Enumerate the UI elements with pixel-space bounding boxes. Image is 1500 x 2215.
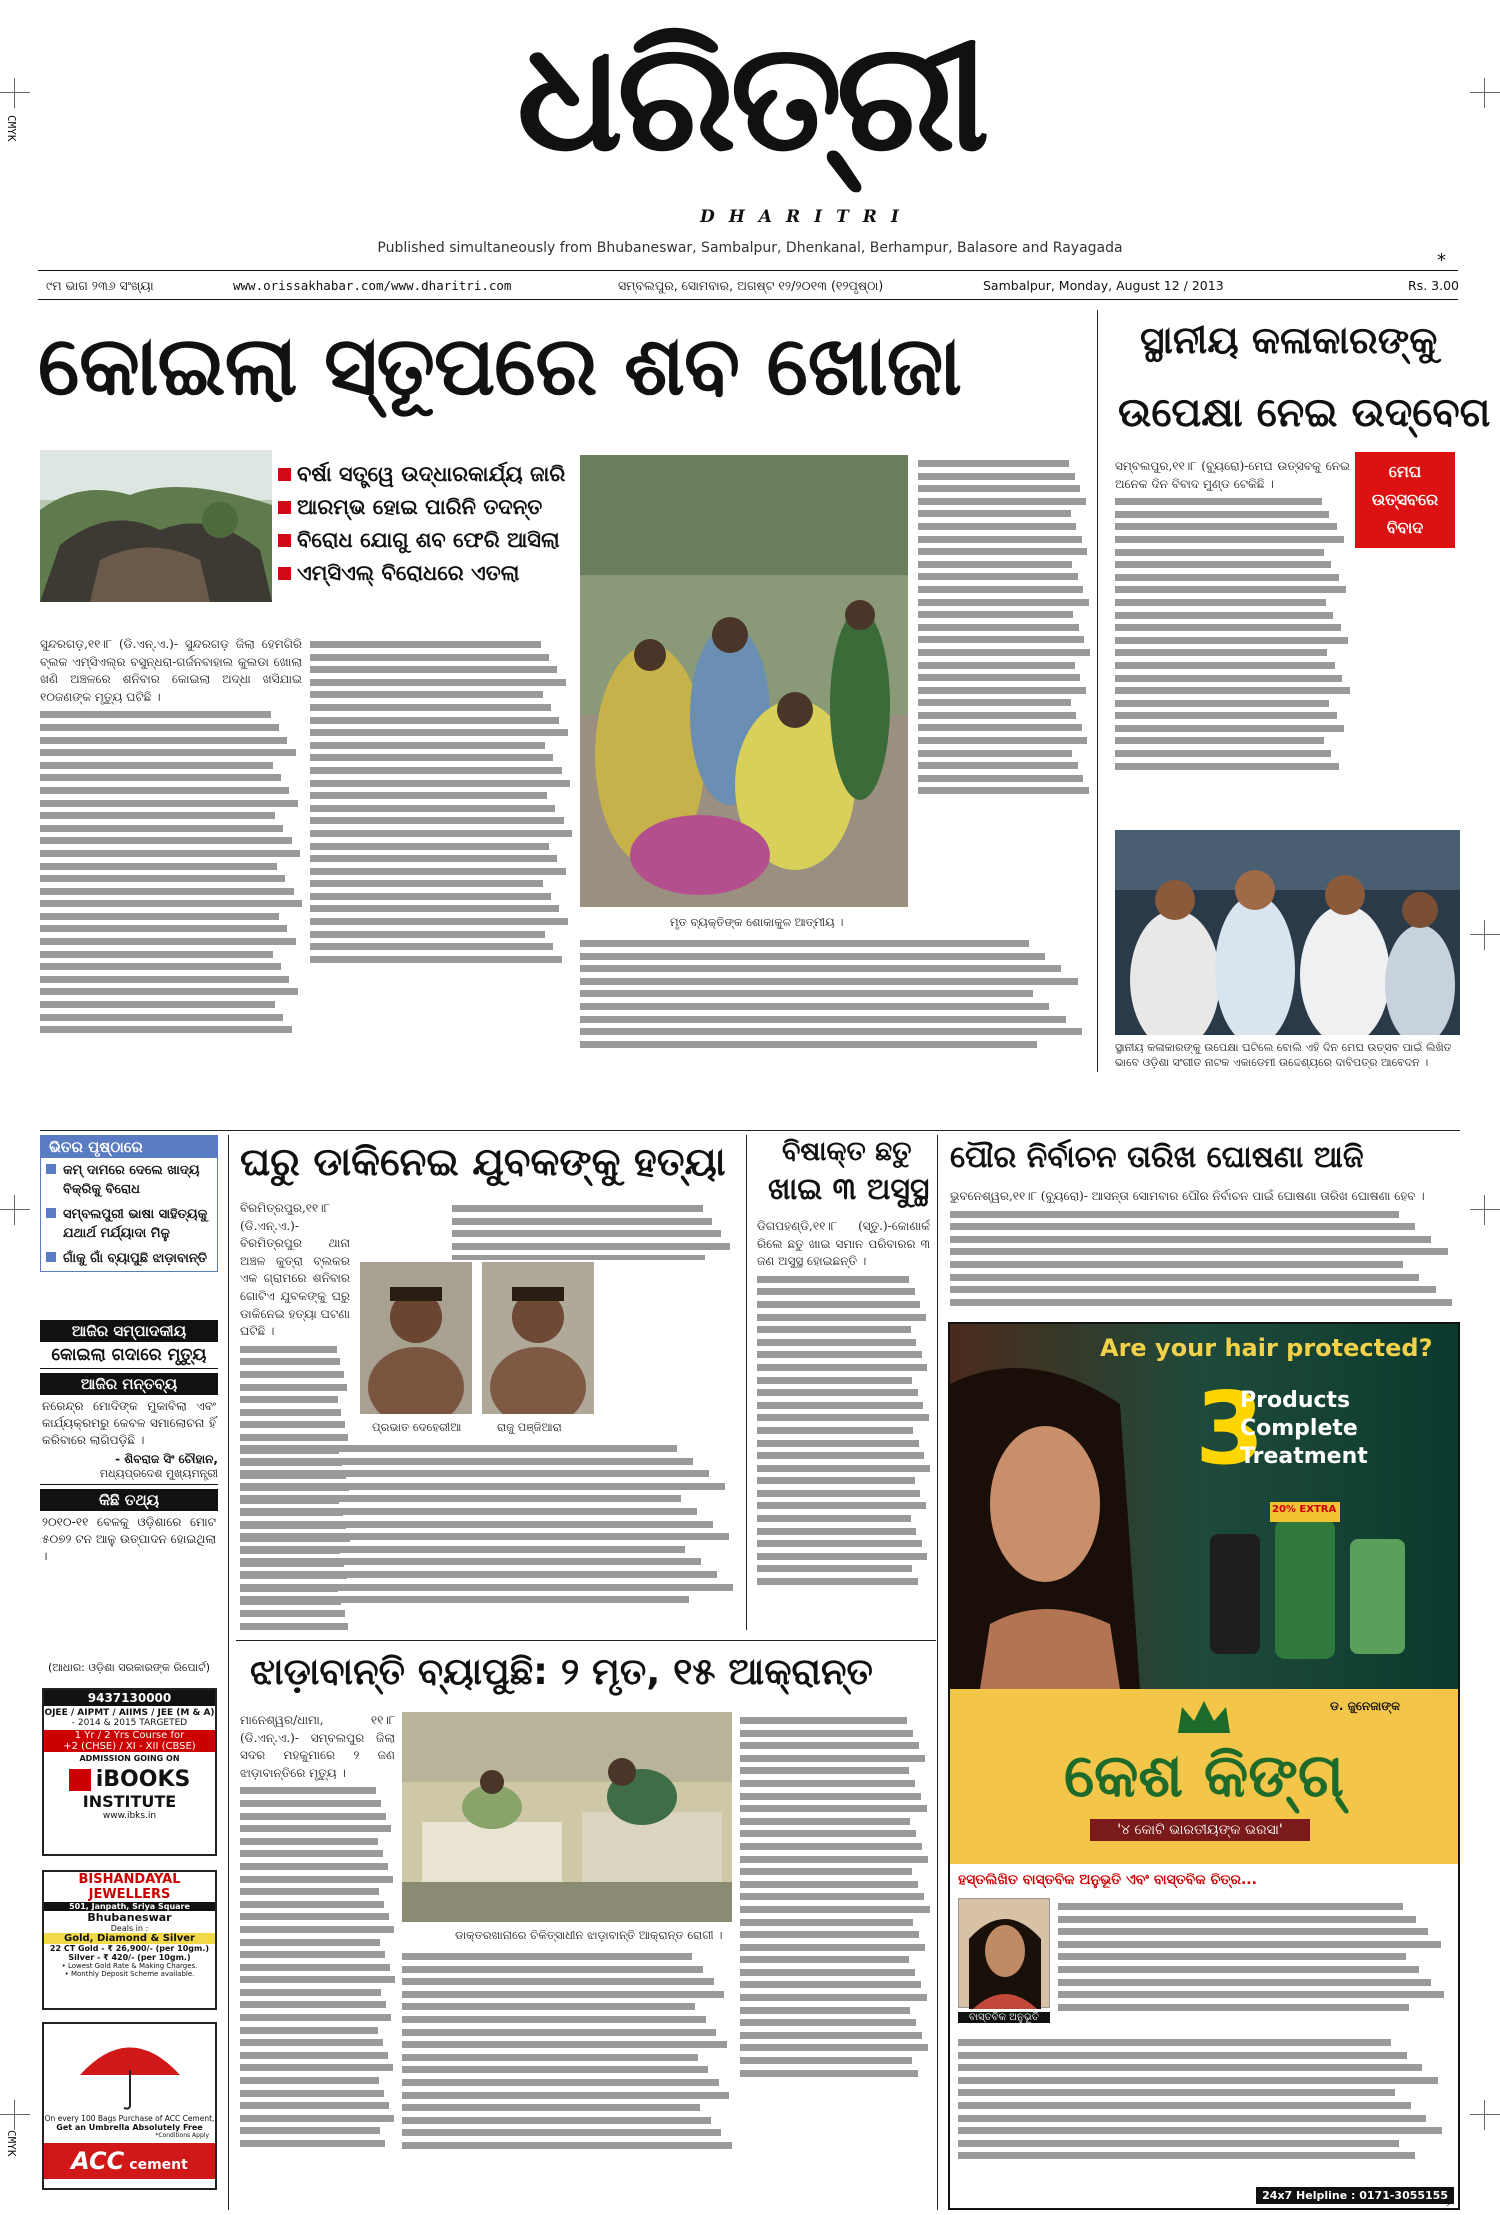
coal-site-photo (40, 450, 272, 602)
ibooks-phone: 9437130000 (44, 1690, 215, 1706)
inside-pages-heading: ଭିତର ପୃଷ୍ଠାରେ (41, 1136, 217, 1158)
text-lines (757, 1276, 930, 1585)
artist-tag-box: ମେଘ ଉତ୍ସବରେ ବିବାଦ (1355, 452, 1455, 548)
artist-photo (1115, 830, 1460, 1035)
text-lines (310, 641, 572, 963)
text-lines (950, 1211, 1460, 1310)
murder-body-col1: ବିରମିତ୍ରପୁର,୧୧।୮ (ଡି.ଏନ୍.ଏ.)- ବିରମିତ୍ରପୁର ଥାନା ଅଞ୍ଚଳ କୁତ୍ରା ବ୍ଲକର ଏକ ଗ୍ରାମରେ ଶନିବାର ଗୋଟିଏ ଯୁବକଙ୍କୁ ଘରୁ ଡାକିନେଇ ହତ୍ୟା ଘଟଣା ଘଟିଛି । (240, 1200, 350, 1635)
extra-badge: 20% EXTRA (1272, 1504, 1337, 1515)
testimonial-photo-label: ବାସ୍ତବିକ ଅନୁଭୂତି (958, 2012, 1050, 2023)
diarrhoea-headline: ଝାଡ଼ାବାନ୍ତି ବ୍ୟାପୁଛି: ୨ ମୃତ, ୧୫ ଆକ୍ରାନ୍ତ (250, 1650, 873, 1693)
text-lines (40, 711, 302, 1033)
column-rule (746, 1135, 747, 1630)
logo-latin: DHARITRI (700, 207, 913, 227)
ibooks-logo: iBOOKS (44, 1767, 215, 1792)
jewellers-items: Gold, Diamond & Silver (44, 1933, 215, 1944)
section-rule (40, 1130, 1460, 1131)
text-lines (452, 1205, 737, 1260)
text-lines (918, 460, 1090, 794)
text-lines (580, 940, 1090, 1048)
text-lines (240, 1787, 395, 2147)
dateline-bar (38, 270, 1458, 300)
ibooks-ad[interactable] (42, 1688, 217, 1856)
mushroom-headline-line1: ବିଷାକ୍ତ ଛତୁ (782, 1136, 912, 1167)
star-mark: * (1437, 250, 1446, 271)
jewellers-address: 501, Janpath, Sriya Square (44, 1902, 215, 1911)
kesh-king-helpline: 24x7 Helpline : 0171-3055155 (1256, 2187, 1454, 2204)
registration-mark-top-right (1470, 78, 1500, 108)
lead-body-col1: ସୁନ୍ଦରଗଡ଼,୧୧।୮ (ଡି.ଏନ୍.ଏ.)- ସୁନ୍ଦରଗଡ଼ ଜିଲା ହେମଗିରି ବ୍ଲକ ଏମ୍‌ସିଏଲ୍‌ର ବସୁନ୍ଧରା-ଗର୍ଜନବାହାଲ କୁଲଡା ଖୋଲା ଖଣି ଅଞ୍ଚଳରେ ଶନିବାର କୋଇଲା ଅଦ୍ଧା ଖସିଯାଇ ୧୦ଜଣଙ୍କ ମୃତ୍ୟୁ ଘଟିଛି । (40, 636, 302, 1068)
text-lines (402, 1953, 732, 2149)
mourners-photo (580, 455, 908, 907)
facts-text: ୨୦୧୦-୧୧ ବେଳକୁ ଓଡ଼ିଶାରେ ମୋଟ ୫୦୭୨ ଟନ ଆଳୁ ଉତ୍ପାଦନ ହୋଇଥିଲା । (42, 1515, 216, 1563)
registration-mark-mid-left (0, 1195, 30, 1225)
sidebar-editorial (40, 1320, 218, 1675)
murder-body-col2 (452, 1200, 737, 1260)
artist-caption: ସ୍ଥାନୀୟ କଳାକାରଙ୍କୁ ଉପେକ୍ଷା ଘଟିଲେ ବୋଲି ଏହି ଦିନ ମେଘ ଉତ୍ସବ ପାଇଁ ଲିଖିତ ଭାବେ ଓଡ଼ିଶା ସଂଗୀତ ନାଟକ ଏକାଡେମୀ ଉଦ୍ଦେଶ୍ୟରେ ଦାବିପତ୍ର ଆବେଦନ । (1115, 1041, 1452, 1069)
diarrhoea-body-col2 (740, 1712, 930, 2202)
ibooks-line: 1 Yr / 2 Yrs Course for (44, 1730, 215, 1741)
kesh-king-top (950, 1324, 1458, 1689)
jewellers-ad[interactable] (42, 1870, 217, 2010)
editorial-title[interactable]: କୋଇଲା ଗଦାରେ ମୃତ୍ୟୁ (40, 1342, 218, 1369)
comment-role: ମଧ୍ୟପ୍ରଦେଶ ମୁଖ୍ୟମନ୍ତ୍ରୀ (40, 1467, 218, 1485)
text-lines (240, 1445, 737, 1603)
lead-body-col3 (918, 455, 1090, 907)
diarrhoea-body-col1: ମାନେଶ୍ୱର/ଧାମା, ୧୧।୮ (ଡି.ଏନ୍.ଏ.)- ସମ୍ବଲପୁର ଜିଲା ସଦର ମହକୁମାରେ ୨ ଜଣ ଝାଡ଼ାବାନ୍ତିରେ ମୃତ୍ୟୁ । (240, 1712, 395, 2202)
products-num: 3 (1195, 1370, 1265, 1487)
jewellers-note: • Lowest Gold Rate & Making Charges. (61, 1962, 198, 1970)
murder-victim-photo-left (360, 1262, 472, 1414)
lead-body-col4 (580, 935, 1090, 1068)
kesh-king-brand-strip (950, 1689, 1458, 1864)
volume-number: ୯ମ ଭାଗ ୨୩୬ ସଂଖ୍ୟା (46, 278, 154, 293)
ibooks-line: OJEE / AIPMT / AIIMS / JEE (M & A) (44, 1708, 215, 1718)
products-line: Treatment (1240, 1444, 1368, 1469)
registration-mark-bottom-left (0, 2100, 30, 2130)
lead-bullet: ଏମ୍‌ସିଏଲ୍ ବିରୋଧରେ ଏତଲା (278, 561, 565, 586)
text-lines (740, 1717, 930, 2077)
page-number: ୨ (1445, 2195, 1452, 2210)
registration-mark-mid-right (1470, 1195, 1500, 1225)
kesh-king-tagline: '୪ କୋଟି ଭାରତୀୟଙ୍କ ଭରସା' (1090, 1819, 1310, 1841)
mourners-caption: ମୃତ ବ୍ୟକ୍ତିଙ୍କ ଶୋକାକୁଳ ଆତ୍ମୀୟ । (670, 915, 844, 929)
inside-item[interactable]: ଗାଁକୁ ଗାଁ ବ୍ୟାପୁଛି ଝାଡ଼ାବାନ୍ତି (41, 1246, 217, 1271)
hair-question: Are your hair protected? (1100, 1334, 1433, 1362)
hospital-caption: ଡାକ୍ତରଖାନାରେ ଚିକିତ୍ସାଧୀନ ଝାଡ଼ାବାନ୍ତି ଆକ୍ରାନ୍ତ ରୋଗୀ । (455, 1928, 723, 1942)
mushroom-body: ଡିଗପହଣ୍ଡି,୧୧।୮ (ସ୍ତୁ.)-କୋଣାର୍କ ରିଲେ ଛତୁ ଖାଇ ସମାନ ପରିବାରର ୩ ଜଣ ଅସୁସ୍ଥ ହୋଇଛନ୍ତି । (757, 1218, 930, 1633)
ibooks-line: ADMISSION GOING ON (79, 1754, 180, 1763)
editorial-heading: ଆଜିର ସମ୍ପାଦକୀୟ (40, 1320, 218, 1342)
registration-mark-bottom-right (1470, 2100, 1500, 2130)
jewellers-deals: Deals in : (110, 1924, 149, 1933)
price: Rs. 3.00 (1408, 278, 1459, 293)
masthead-logo (515, 9, 985, 227)
jewellers-name: BISHANDAYAL (78, 1872, 181, 1887)
products-line: Complete (1240, 1416, 1358, 1441)
artist-body: ସମ୍ବଲପୁର,୧୧।୮ (ବ୍ୟୁରୋ)-ମେଘ ଉତ୍ସବକୁ ନେଇ ଅନେକ ଦିନ ବିବାଦ ମୁଣ୍ଡ ଟେକିଛି । (1115, 458, 1350, 823)
testimonial-text (1058, 1898, 1450, 2028)
website-link[interactable]: www.orissakhabar.com/www.dharitri.com (233, 278, 512, 293)
text-lines (1115, 498, 1350, 769)
jewellers-gold-rate: 22 CT Gold - ₹ 26,900/- (per 10gm.) (49, 1944, 210, 1953)
ibooks-url: www.ibks.in (102, 1811, 157, 1821)
murder-victim-photo-right (482, 1262, 594, 1414)
sidebar-inside-pages (40, 1135, 218, 1272)
ibooks-brand2: INSTITUTE (82, 1792, 177, 1811)
murder-headline: ଘରୁ ଡାକିନେଇ ଯୁବକଙ୍କୁ ହତ୍ୟା (240, 1140, 726, 1185)
cmyk-mark-top: CMYK (5, 115, 18, 142)
acc-terms: *Conditions Apply (155, 2132, 209, 2139)
jewellers-name: JEWELLERS (88, 1887, 171, 1902)
election-body: ଭୁବନେଶ୍ୱର,୧୧।୮ (ବ୍ୟୁରୋ)- ଆସନ୍ତା ସୋମବାର ପୌର ନିର୍ବାଚନ ପାଇଁ ଘୋଷଣା ତାରିଖ ଘୋଷଣା ହେବ । (950, 1188, 1460, 1310)
products-line: Products (1240, 1388, 1351, 1413)
odia-date: ସମ୍ବଲପୁର, ସୋମବାର, ଅଗଷ୍ଟ ୧୨/୨୦୧୩ (୧୨ପୃଷ୍ଠା) (618, 278, 884, 293)
section-rule (236, 1640, 936, 1641)
inside-item[interactable]: ସମ୍ବଲପୁରୀ ଭାଷା ସାହିତ୍ୟକୁ ଯଥାର୍ଥ ମର୍ଯ୍ୟାଦା ମିଳୁ (41, 1202, 217, 1246)
text-lines (1058, 1903, 1450, 2011)
text-lines (958, 2039, 1450, 2159)
acc-offer: On every 100 Bags Purchase of ACC Cement, (44, 2114, 215, 2123)
lead-body-col2 (310, 636, 572, 1068)
mushroom-headline-line2: ଖାଇ ୩ ଅସୁସ୍ଥ (768, 1172, 930, 1207)
publication-line: Published simultaneously from Bhubaneswar, Sambalpur, Dhenkanal, Berhampur, Balasore and Rayagada (377, 240, 1123, 256)
comment-author: - ଶିବରାଜ ସିଂ ଚୌହାନ, (115, 1452, 218, 1466)
ibooks-line: - 2014 & 2015 TARGETED (71, 1718, 188, 1728)
cmyk-mark-bottom: CMYK (5, 2130, 18, 2157)
diarrhoea-body-col3 (402, 1948, 732, 2202)
lead-bullet: ବିରୋଧ ଯୋଗୁ ଶବ ଫେରି ଆସିଲା (278, 528, 565, 553)
artist-headline-line2: ଉପେକ୍ଷା ନେଇ ଉଦ୍‌ବେଗ (1118, 390, 1491, 436)
testimonial-photo (958, 1898, 1050, 2008)
registration-mark-top-left (0, 78, 30, 108)
logo-odia: ଧରିତ୍ରୀ (516, 9, 984, 185)
kesh-king-ad[interactable] (948, 1322, 1460, 2210)
election-headline: ପୌର ନିର୍ବାଚନ ତାରିଖ ଘୋଷଣା ଆଜି (950, 1140, 1364, 1175)
facts-heading: କିଛି ତଥ୍ୟ (40, 1489, 218, 1511)
lead-bullets (278, 462, 565, 594)
acc-ad[interactable] (42, 2022, 217, 2190)
artist-headline-line1: ସ୍ଥାନୀୟ କଳାକାରଙ୍କୁ (1140, 318, 1438, 362)
column-rule (1097, 310, 1098, 1072)
acc-offer: Get an Umbrella Absolutely Free (56, 2123, 203, 2132)
lead-bullet: ଆରମ୍ଭ ହୋଇ ପାରିନି ତଦନ୍ତ (278, 495, 565, 520)
column-rule (937, 1135, 938, 2210)
lead-bullet: ବର୍ଷା ସତ୍ତ୍ୱେ ଉଦ୍ଧାରକାର୍ଯ୍ୟ ଜାରି (278, 462, 565, 487)
ibooks-icon (69, 1769, 91, 1791)
hospital-photo (402, 1712, 732, 1922)
lead-headline: କୋଇଲା ସ୍ତୂପରେ ଶବ ଖୋଜା (38, 319, 961, 414)
umbrella-icon (75, 2030, 185, 2110)
crown-icon (1174, 1697, 1234, 1737)
registration-mark-right-upper (1470, 920, 1500, 950)
murder-caption-left: ପ୍ରଭାତ ଦେହେରୀଆ (372, 1420, 462, 1434)
ibooks-line: +2 (CHSE) / XI - XII (CBSE) (44, 1741, 215, 1752)
jewellers-note: • Monthly Deposit Scheme available. (64, 1970, 195, 1978)
english-date: Sambalpur, Monday, August 12 / 2013 (983, 278, 1224, 293)
testimonial-text-lower (958, 2034, 1450, 2184)
comment-text: ନରେନ୍ଦ୍ର ମୋଦିଙ୍କ ମୁକାବିଲା ଏବଂ କାର୍ଯ୍ୟକ୍ରମରୁ କେବଳ ସମାଲୋଚନା ହିଁ କରିବାରେ ଲାଗିପଡ଼ିଛି । (42, 1399, 216, 1447)
inside-item[interactable]: କମ୍ ଦାମରେ ଦେଲେ ଖାଦ୍ୟ ବିକ୍ରିକୁ ବିରୋଧ (41, 1158, 217, 1202)
kesh-king-brand: କେଶ କିଙ୍ଗ୍ (1063, 1741, 1345, 1811)
testimonial-heading: ହସ୍ତଲିଖିତ ବାସ୍ତବିକ ଅନୁଭୂତି ଏବଂ ବାସ୍ତବିକ ଚିତ୍ର... (958, 1872, 1257, 1888)
acc-logo: ACC cement (44, 2143, 215, 2179)
murder-body-col3 (240, 1440, 737, 1635)
facts-source: (ଆଧାର: ଓଡ଼ିଶା ସରକାରଙ୍କ ରିପୋର୍ଟ) (47, 1661, 211, 1674)
kesh-king-maker: ଡ. ଜୁନେଜାଙ୍କ (1330, 1699, 1401, 1713)
column-rule (228, 1135, 229, 2210)
comment-heading: ଆଜିର ମନ୍ତବ୍ୟ (40, 1373, 218, 1395)
jewellers-city: Bhubaneswar (87, 1911, 172, 1924)
murder-caption-right: ରାଜୁ ପଞ୍ଜିଆରା (497, 1420, 562, 1434)
jewellers-silver-rate: Silver - ₹ 420/- (per 10gm.) (68, 1953, 191, 1962)
